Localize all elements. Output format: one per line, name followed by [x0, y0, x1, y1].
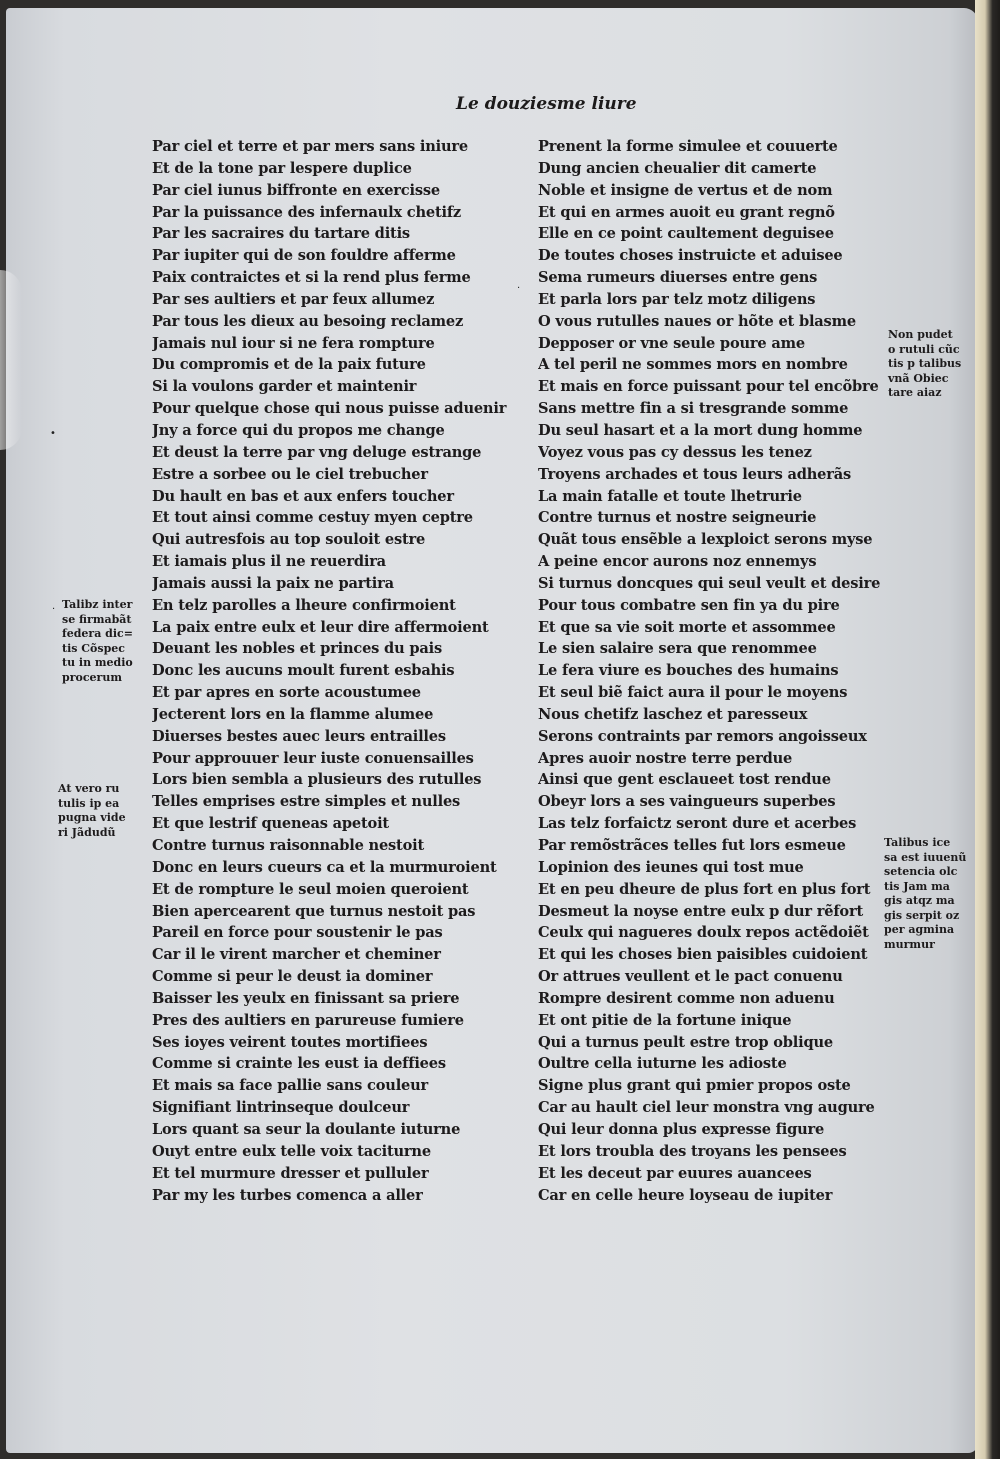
text-line: Jamais nul iour si ne fera rompture [152, 334, 435, 352]
margin-note-left-2 [58, 782, 126, 840]
text-line: Bien apercearent que turnus nestoit pas [152, 902, 476, 920]
text-line: En telz parolles a lheure confirmoient [152, 596, 456, 614]
margin-note-line: tis Cõspec [62, 641, 125, 655]
text-line: A tel peril ne sommes mors en nombre [538, 356, 848, 374]
text-line: Par ciel iunus biffronte en exercisse [152, 181, 440, 199]
text-line: Lors bien sembla a plusieurs des rutulles [152, 771, 482, 789]
margin-note-line: tare aiaz [888, 386, 942, 399]
margin-dot-mark-icon: • [50, 428, 56, 439]
text-line: Si la voulons garder et maintenir [152, 378, 417, 396]
margin-note-line: federa dic= [62, 627, 133, 640]
text-line: Comme si crainte les eust ia deffiees [152, 1055, 446, 1073]
text-line: Et que sa vie soit morte et assommee [538, 618, 836, 636]
text-line: Et iamais plus il ne reuerdira [152, 553, 386, 571]
left-text-column [152, 136, 522, 1206]
text-line: Par my les turbes comenca a aller [152, 1186, 423, 1204]
text-line: Ceulx qui nagueres doulx repos actẽdoiẽt [538, 924, 869, 942]
text-line: Deuant les nobles et princes du pais [152, 640, 442, 658]
text-line: Obeyr lors a ses vaingueurs superbes [538, 793, 836, 811]
text-line: Lors quant sa seur la doulante iuturne [152, 1120, 461, 1138]
text-line: Elle en ce point caultement deguisee [538, 225, 834, 243]
text-line: Baisser les yeulx en finissant sa priere [152, 989, 460, 1007]
text-line: Dung ancien cheualier dit camerte [538, 159, 817, 177]
text-line: Et mais sa face pallie sans couleur [152, 1077, 429, 1095]
text-line: Jamais aussi la paix ne partira [152, 574, 394, 592]
margin-note-line: Non pudet [888, 328, 953, 341]
text-line: Par iupiter qui de son fouldre afferme [152, 247, 456, 265]
text-line: Et par apres en sorte acoustumee [152, 684, 421, 702]
text-line: Et tout ainsi comme cestuy myen ceptre [152, 509, 473, 527]
text-line: Et de la tone par lespere duplice [152, 159, 412, 177]
text-line: Troyens archades et tous leurs adherãs [538, 465, 852, 483]
text-line: Pareil en force pour soustenir le pas [152, 924, 443, 942]
margin-note-right-2 [884, 836, 966, 952]
text-line: Jny a force qui du propos me change [152, 421, 445, 439]
text-line: Pres des aultiers en parureuse fumiere [152, 1011, 464, 1029]
margin-note-line: At vero ru [58, 782, 120, 795]
text-line: Car au hault ciel leur monstra vng augure [538, 1099, 875, 1117]
margin-note-line: gis serpit oz [884, 908, 960, 922]
text-line: Et les deceut par euures auancees [538, 1164, 812, 1182]
text-line: Du seul hasart et a la mort dung homme [538, 421, 863, 439]
margin-note-line: tis p talibus [888, 357, 962, 370]
text-line: Et lors troubla des troyans les pensees [538, 1142, 847, 1160]
text-line: Et seul biẽ faict aura il pour le moyens [538, 684, 848, 702]
right-text-column [538, 136, 888, 1206]
text-line: Par ses aultiers et par feux allumez [152, 290, 435, 308]
margin-note-line: Talibus ice [884, 836, 951, 849]
margin-note-line: sa est iuuenũ [884, 850, 967, 864]
text-line: Prenent la forme simulee et couuerte [538, 138, 838, 155]
text-line: Qui leur donna plus expresse figure [538, 1120, 825, 1138]
book-edge [975, 0, 1000, 1459]
text-line: Qui autresfois au top souloit estre [152, 531, 426, 549]
text-line: Pour quelque chose qui nous puisse aduenir [152, 400, 507, 418]
text-line: Et de rompture le seul moien queroient [152, 880, 469, 898]
text-line: Et en peu dheure de plus fort en plus fort [538, 880, 871, 898]
margin-note-line: procerum [62, 670, 122, 684]
margin-note-line: vnã Obiec [888, 371, 949, 385]
text-line: Et qui en armes auoit eu grant regnõ [538, 203, 835, 221]
text-line: Ses ioyes veirent toutes mortifiees [152, 1033, 428, 1051]
text-line: Par tous les dieux au besoing reclamez [152, 312, 464, 330]
text-line: Sans mettre fin a si tresgrande somme [538, 400, 849, 418]
text-line: Le fera viure es bouches des humains [538, 662, 839, 680]
text-line: Oultre cella iuturne les adioste [538, 1055, 787, 1073]
text-line: Las telz forfaictz seront dure et acerbes [538, 815, 857, 833]
text-line: Le sien salaire sera que renommee [538, 640, 817, 658]
text-line: Estre a sorbee ou le ciel trebucher [152, 465, 428, 483]
text-line: Car en celle heure loyseau de iupiter [538, 1186, 833, 1204]
text-line: Pour approuuer leur iuste conuensailles [152, 749, 474, 767]
text-line: Nous chetifz laschez et paresseux [538, 705, 808, 723]
text-line: La main fatalle et toute lhetrurie [538, 487, 802, 505]
page-fold-highlight [0, 270, 22, 450]
text-line: Ainsi que gent esclaueet tost rendue [538, 771, 831, 789]
text-line: Signifiant lintrinseque doulceur [152, 1099, 410, 1117]
text-line: Et que lestrif queneas apetoit [152, 815, 389, 833]
margin-note-line: gis atqz ma [884, 894, 955, 907]
margin-note-line: Talibz inter [62, 598, 133, 611]
text-line: Depposer or vne seule poure ame [538, 334, 805, 352]
margin-note-line: o rutuli cũc [888, 342, 960, 356]
text-line: Du compromis et de la paix future [152, 356, 426, 374]
margin-note-line: se firmabãt [62, 612, 132, 626]
text-line: Quãt tous ensẽble a lexploict serons myse [538, 531, 873, 549]
text-line: Telles emprises estre simples et nulles [152, 793, 461, 811]
text-line: Voyez vous pas cy dessus les tenez [538, 443, 812, 461]
text-line: Contre turnus et nostre seigneurie [538, 509, 817, 527]
margin-note-left-1 [62, 598, 133, 685]
text-line: Si turnus doncques qui seul veult et desire [538, 574, 881, 592]
text-line: Et qui les choses bien paisibles cuidoient [538, 946, 868, 964]
text-line: Pour tous combatre sen fin ya du pire [538, 596, 840, 614]
margin-note-line: murmur [884, 937, 935, 951]
text-line: Rompre desirent comme non aduenu [538, 989, 835, 1007]
text-line: Donc les aucuns moult furent esbahis [152, 662, 455, 680]
text-line: De toutes choses instruicte et aduisee [538, 247, 843, 265]
margin-note-line: per agmina [884, 923, 955, 936]
text-line: A peine encor aurons noz ennemys [538, 553, 817, 571]
margin-note-line: pugna vide [58, 811, 126, 824]
text-line: Ouyt entre eulx telle voix taciturne [152, 1142, 431, 1160]
text-line: Donc en leurs cueurs ca et la murmuroient [152, 858, 497, 876]
text-line: Du hault en bas et aux enfers toucher [152, 487, 454, 505]
text-line: Comme si peur le deust ia dominer [152, 968, 433, 986]
margin-asterisk-mark-icon: · [52, 604, 56, 615]
text-line: Contre turnus raisonnable nestoit [152, 837, 425, 854]
text-line: Et ont pitie de la fortune inique [538, 1011, 792, 1029]
text-line: Apres auoir nostre terre perdue [538, 749, 793, 767]
text-line: La paix entre eulx et leur dire affermoient [152, 618, 489, 636]
running-head: Le douziesme liure [456, 94, 637, 114]
text-line: Qui a turnus peult estre trop oblique [538, 1033, 833, 1051]
text-line: Diuerses bestes auec leurs entrailles [152, 727, 446, 745]
text-line: Par ciel et terre et par mers sans iniure [152, 138, 468, 155]
text-line: Or attrues veullent et le pact conuenu [538, 968, 843, 986]
text-line: Et tel murmure dresser et pulluler [152, 1164, 429, 1182]
text-line: Par la puissance des infernaulx chetifz [152, 203, 462, 221]
text-line: Signe plus grant qui pmier propos oste [538, 1077, 851, 1095]
text-line: Et parla lors par telz motz diligens [538, 290, 816, 308]
text-line: Noble et insigne de vertus et de nom [538, 181, 833, 199]
margin-note-right-1 [888, 328, 961, 401]
text-line: Et deust la terre par vng deluge estrange [152, 443, 482, 461]
margin-note-line: setencia olc [884, 865, 958, 878]
text-line: Par les sacraires du tartare ditis [152, 225, 410, 243]
text-line: Paix contraictes et si la rend plus ferme [152, 269, 471, 287]
text-line: Et mais en force puissant pour tel encõbre [538, 378, 879, 396]
text-line: Jecterent lors en la flamme alumee [152, 705, 434, 723]
text-line: Desmeut la noyse entre eulx p dur rẽfort [538, 902, 863, 920]
text-line: O vous rutulles naues or hõte et blasme [538, 312, 856, 330]
margin-note-line: ri Jãdudũ [58, 825, 116, 839]
margin-note-line: tulis ip ea [58, 796, 120, 810]
margin-note-line: tis Jam ma [884, 879, 950, 893]
text-line: Car il le virent marcher et cheminer [152, 946, 441, 964]
margin-tick-mark-icon: · [517, 283, 521, 294]
margin-note-line: tu in medio [62, 656, 133, 669]
text-line: Serons contraints par remors angoisseux [538, 727, 867, 745]
text-line: Par remõstrãces telles fut lors esmeue [538, 837, 846, 854]
text-line: Sema rumeurs diuerses entre gens [538, 269, 818, 287]
text-line: Lopinion des ieunes qui tost mue [538, 858, 804, 876]
